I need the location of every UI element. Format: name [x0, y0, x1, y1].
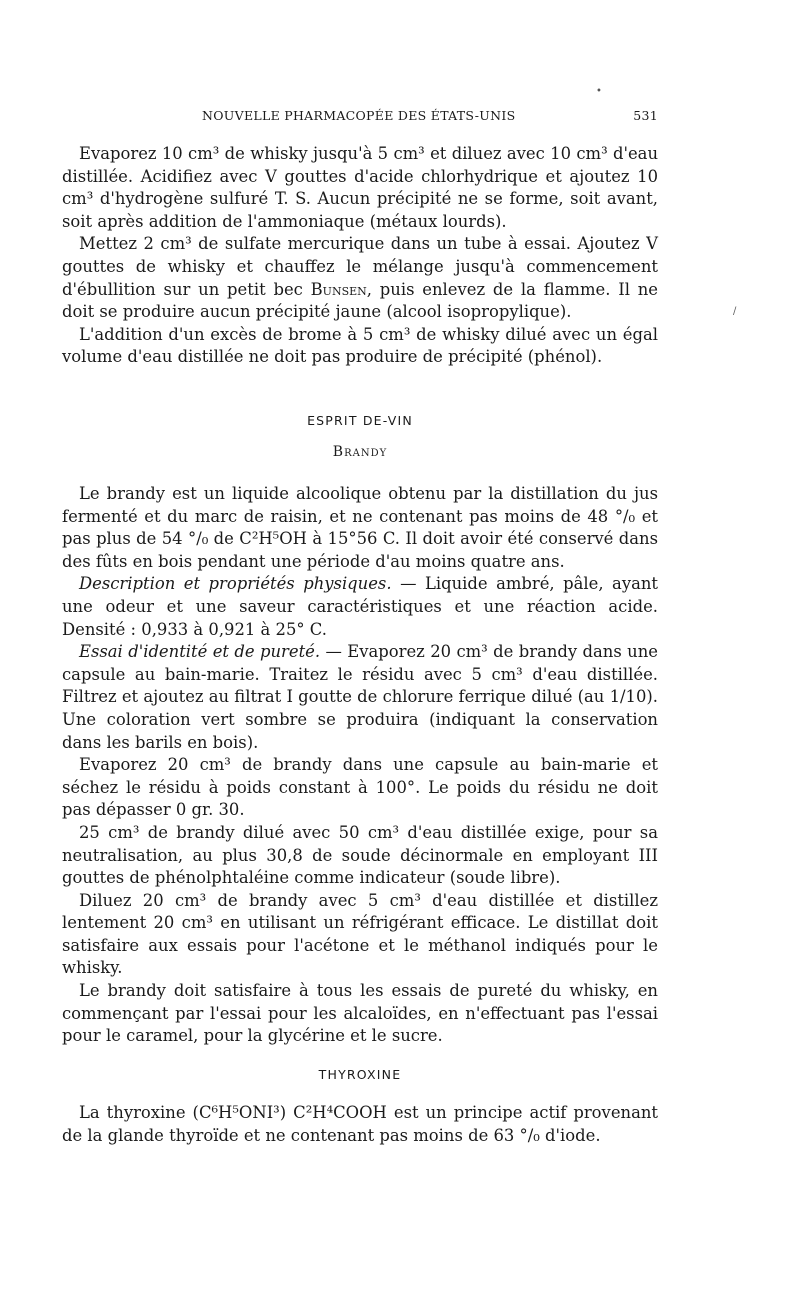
paragraph: Evaporez 20 cm³ de brandy dans une capsule au bain-marie et séchez le résidu à poids constant à 100°. Le poids du résidu ne doit pas dépasser 0 gr. 30. — [62, 755, 658, 820]
section-title-esprit-de-vin: ESPRIT DE-VIN — [307, 413, 413, 428]
section-title-thyroxine: THYROXINE — [318, 1067, 402, 1082]
paragraph-heading: Essai d'identité et de pureté. — [79, 642, 321, 662]
paragraph: Le brandy est un liquide alcoolique obtenu par la distillation du jus fermenté et du marc de raisin, et ne contenant pas moins de 48 °/₀ et pas plus de 54 °/₀ de C²H⁵OH à 15°56 C. Il doit avoir été conservé dans des fûts en bois pendant une période d'au moins quatre ans. — [62, 484, 658, 571]
paragraph — [62, 233, 658, 323]
paragraph: L'addition d'un excès de brome à 5 cm³ de whisky dilué avec un égal volume d'eau distillée ne doit pas produire de précipité (phénol). — [62, 324, 658, 367]
text-run: — Liquide ambré, pâle, ayant une odeur et une saveur caractéristiques et une réaction acide. Densité : 0,933 à 0,921 à 25° C. — [62, 574, 659, 639]
text-run: — Evaporez 20 cm³ de brandy dans une capsule au bain-marie. Traitez le résidu avec 5 cm³ d'eau distillée. Filtrez et ajoutez au filtrat I goutte de chlorure ferrique dilué (au 1/10). Une coloration vert sombre se produira (indiquant la conservation dans les barils en bois). — [62, 642, 658, 752]
whisky-section-end — [62, 143, 658, 369]
paragraph-heading: Description et propriétés physiques. — [79, 574, 392, 594]
thyroxine-section — [62, 1102, 658, 1147]
text-run: Mettez 2 cm³ de sulfate mercurique dans un tube à essai. Ajoutez V gouttes de whisky et chauffez le mélange jusqu'à commencement d'ébullition sur un petit bec — [62, 234, 658, 299]
paragraph: Diluez 20 cm³ de brandy avec 5 cm³ d'eau distillée et distillez lentement 20 cm³ en utilisant un réfrigérant efficace. Le distillat doit satisfaire aux essais pour l'acétone et le méthanol indiqués pour le whisky. — [62, 890, 658, 978]
print-speck: • — [596, 86, 602, 97]
brandy-section — [62, 483, 658, 1048]
page-number: 531 — [633, 108, 658, 123]
running-header — [62, 108, 658, 126]
paragraph: 25 cm³ de brandy dilué avec 50 cm³ d'eau distillée exige, pour sa neutralisation, au plus 30,8 de soude décinormale en employant III gouttes de phénolphtaléine comme indicateur (soude libre). — [62, 822, 658, 888]
paragraph: Le brandy doit satisfaire à tous les essais de pureté du whisky, en commençant par l'essai pour les alcaloïdes, en n'effectuant pas l'essai pour le caramel, pour la glycérine et le sucre. — [62, 981, 658, 1046]
paragraph — [62, 573, 658, 641]
paragraph: Evaporez 10 cm³ de whisky jusqu'à 5 cm³ et diluez avec 10 cm³ d'eau distillée. Acidifiez avec V gouttes d'acide chlorhydrique et ajoutez 10 cm³ d'hydrogène sulfuré T. S. Aucun précipité ne se forme, soit avant, soit après addition de l'ammoniaque (métaux lourds). — [62, 144, 658, 231]
paragraph: La thyroxine (C⁶H⁵ONI³) C²H⁴COOH est un principe actif provenant de la glande thyroïde et ne contenant pas moins de 63 °/₀ d'iode. — [62, 1103, 658, 1145]
paragraph — [62, 641, 658, 754]
running-title: NOUVELLE PHARMACOPÉE DES ÉTATS-UNIS — [202, 108, 516, 123]
text-run: , puis enlevez de la flamme. Il ne doit se produire aucun précipité jaune (alcool isopropylique). — [62, 279, 658, 322]
proper-name: Bunsen — [310, 279, 367, 299]
subsection-title-brandy: Brandy — [332, 444, 388, 460]
print-speck: / — [733, 306, 737, 317]
